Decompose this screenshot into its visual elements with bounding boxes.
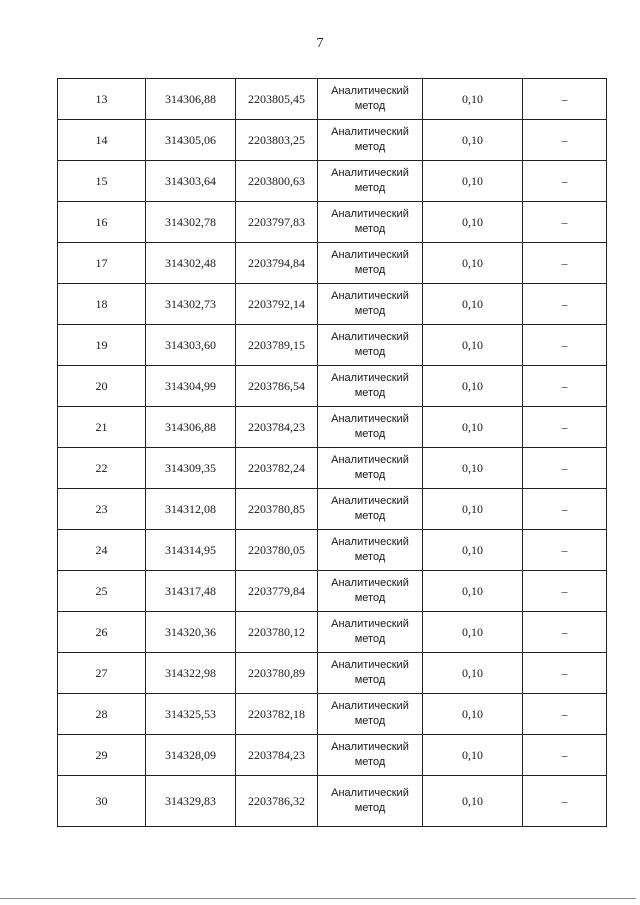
- method-cell: [318, 202, 423, 243]
- y-coordinate-cell: 2203784,23: [236, 735, 318, 776]
- note-cell: –: [523, 325, 607, 366]
- y-coordinate-cell: 2203782,18: [236, 694, 318, 735]
- method-line-2: метод: [354, 469, 386, 481]
- x-coordinate-cell: 314305,06: [146, 120, 236, 161]
- method-line-1: Аналитический: [331, 536, 409, 548]
- x-coordinate-cell: 314322,98: [146, 653, 236, 694]
- method-cell: [318, 489, 423, 530]
- x-coordinate-cell: 314325,53: [146, 694, 236, 735]
- page-number: 7: [316, 36, 324, 51]
- y-coordinate-cell: 2203797,83: [236, 202, 318, 243]
- x-coordinate-cell: 314302,73: [146, 284, 236, 325]
- note-cell: –: [523, 161, 607, 202]
- method-line-1: Аналитический: [331, 167, 409, 179]
- method-line-1: Аналитический: [331, 208, 409, 220]
- note-cell: –: [523, 653, 607, 694]
- method-line-2: метод: [354, 551, 386, 563]
- table-row: [58, 161, 607, 202]
- method-line-1: Аналитический: [331, 85, 409, 97]
- method-line-2: метод: [354, 141, 386, 153]
- note-cell: –: [523, 489, 607, 530]
- table-row: [58, 366, 607, 407]
- method-line-1: Аналитический: [331, 372, 409, 384]
- point-number-cell: 15: [58, 161, 146, 202]
- accuracy-cell: 0,10: [423, 489, 523, 530]
- method-line-1: Аналитический: [331, 331, 409, 343]
- point-number-cell: 16: [58, 202, 146, 243]
- coordinates-table: [57, 78, 607, 827]
- accuracy-cell: 0,10: [423, 79, 523, 120]
- y-coordinate-cell: 2203792,14: [236, 284, 318, 325]
- table-row: [58, 735, 607, 776]
- note-cell: –: [523, 366, 607, 407]
- method-cell: [318, 735, 423, 776]
- note-cell: –: [523, 612, 607, 653]
- note-cell: –: [523, 120, 607, 161]
- point-number-cell: 29: [58, 735, 146, 776]
- method-line-2: метод: [354, 428, 386, 440]
- y-coordinate-cell: 2203800,63: [236, 161, 318, 202]
- table-row: [58, 120, 607, 161]
- method-line-1: Аналитический: [331, 741, 409, 753]
- point-number-cell: 17: [58, 243, 146, 284]
- y-coordinate-cell: 2203780,85: [236, 489, 318, 530]
- note-cell: –: [523, 571, 607, 612]
- method-line-2: метод: [354, 802, 386, 814]
- note-cell: –: [523, 530, 607, 571]
- method-line-2: метод: [354, 346, 386, 358]
- table-row: [58, 776, 607, 827]
- method-line-1: Аналитический: [331, 495, 409, 507]
- x-coordinate-cell: 314306,88: [146, 407, 236, 448]
- accuracy-cell: 0,10: [423, 407, 523, 448]
- accuracy-cell: 0,10: [423, 284, 523, 325]
- x-coordinate-cell: 314328,09: [146, 735, 236, 776]
- note-cell: –: [523, 776, 607, 827]
- table-row: [58, 325, 607, 366]
- method-cell: [318, 653, 423, 694]
- method-cell: [318, 571, 423, 612]
- x-coordinate-cell: 314312,08: [146, 489, 236, 530]
- table-row: [58, 284, 607, 325]
- y-coordinate-cell: 2203805,45: [236, 79, 318, 120]
- method-line-2: метод: [354, 510, 386, 522]
- note-cell: –: [523, 407, 607, 448]
- method-line-1: Аналитический: [331, 413, 409, 425]
- accuracy-cell: 0,10: [423, 448, 523, 489]
- method-cell: [318, 448, 423, 489]
- accuracy-cell: 0,10: [423, 694, 523, 735]
- method-cell: [318, 325, 423, 366]
- accuracy-cell: 0,10: [423, 776, 523, 827]
- table-row: [58, 530, 607, 571]
- method-line-2: метод: [354, 182, 386, 194]
- y-coordinate-cell: 2203794,84: [236, 243, 318, 284]
- note-cell: –: [523, 284, 607, 325]
- method-cell: [318, 612, 423, 653]
- method-line-2: метод: [354, 264, 386, 276]
- point-number-cell: 24: [58, 530, 146, 571]
- y-coordinate-cell: 2203780,89: [236, 653, 318, 694]
- accuracy-cell: 0,10: [423, 571, 523, 612]
- method-line-1: Аналитический: [331, 700, 409, 712]
- method-line-2: метод: [354, 223, 386, 235]
- method-cell: [318, 407, 423, 448]
- accuracy-cell: 0,10: [423, 653, 523, 694]
- x-coordinate-cell: 314303,60: [146, 325, 236, 366]
- point-number-cell: 14: [58, 120, 146, 161]
- method-cell: [318, 120, 423, 161]
- method-cell: [318, 694, 423, 735]
- point-number-cell: 27: [58, 653, 146, 694]
- point-number-cell: 20: [58, 366, 146, 407]
- y-coordinate-cell: 2203786,54: [236, 366, 318, 407]
- method-cell: [318, 79, 423, 120]
- y-coordinate-cell: 2203782,24: [236, 448, 318, 489]
- note-cell: –: [523, 202, 607, 243]
- y-coordinate-cell: 2203803,25: [236, 120, 318, 161]
- y-coordinate-cell: 2203780,12: [236, 612, 318, 653]
- note-cell: –: [523, 735, 607, 776]
- y-coordinate-cell: 2203784,23: [236, 407, 318, 448]
- accuracy-cell: 0,10: [423, 530, 523, 571]
- x-coordinate-cell: 314314,95: [146, 530, 236, 571]
- x-coordinate-cell: 314302,48: [146, 243, 236, 284]
- method-line-2: метод: [354, 674, 386, 686]
- table-row: [58, 489, 607, 530]
- table-row: [58, 243, 607, 284]
- method-line-1: Аналитический: [331, 290, 409, 302]
- accuracy-cell: 0,10: [423, 735, 523, 776]
- accuracy-cell: 0,10: [423, 366, 523, 407]
- method-line-1: Аналитический: [331, 249, 409, 261]
- method-line-1: Аналитический: [331, 787, 409, 799]
- method-cell: [318, 366, 423, 407]
- point-number-cell: 25: [58, 571, 146, 612]
- point-number-cell: 21: [58, 407, 146, 448]
- method-line-2: метод: [354, 592, 386, 604]
- method-line-1: Аналитический: [331, 618, 409, 630]
- table-row: [58, 694, 607, 735]
- point-number-cell: 22: [58, 448, 146, 489]
- y-coordinate-cell: 2203789,15: [236, 325, 318, 366]
- method-line-2: метод: [354, 387, 386, 399]
- method-line-1: Аналитический: [331, 454, 409, 466]
- point-number-cell: 13: [58, 79, 146, 120]
- method-line-1: Аналитический: [331, 577, 409, 589]
- note-cell: –: [523, 448, 607, 489]
- method-line-2: метод: [354, 100, 386, 112]
- accuracy-cell: 0,10: [423, 161, 523, 202]
- method-line-1: Аналитический: [331, 659, 409, 671]
- note-cell: –: [523, 243, 607, 284]
- method-line-2: метод: [354, 305, 386, 317]
- method-line-2: метод: [354, 756, 386, 768]
- method-cell: [318, 161, 423, 202]
- accuracy-cell: 0,10: [423, 243, 523, 284]
- method-cell: [318, 530, 423, 571]
- table-row: [58, 202, 607, 243]
- method-line-1: Аналитический: [331, 126, 409, 138]
- note-cell: –: [523, 79, 607, 120]
- point-number-cell: 30: [58, 776, 146, 827]
- x-coordinate-cell: 314304,99: [146, 366, 236, 407]
- x-coordinate-cell: 314309,35: [146, 448, 236, 489]
- point-number-cell: 18: [58, 284, 146, 325]
- method-cell: [318, 243, 423, 284]
- x-coordinate-cell: 314306,88: [146, 79, 236, 120]
- point-number-cell: 26: [58, 612, 146, 653]
- y-coordinate-cell: 2203780,05: [236, 530, 318, 571]
- x-coordinate-cell: 314320,36: [146, 612, 236, 653]
- table-row: [58, 612, 607, 653]
- method-cell: [318, 776, 423, 827]
- x-coordinate-cell: 314329,83: [146, 776, 236, 827]
- table-row: [58, 407, 607, 448]
- x-coordinate-cell: 314302,78: [146, 202, 236, 243]
- table-row: [58, 79, 607, 120]
- accuracy-cell: 0,10: [423, 325, 523, 366]
- accuracy-cell: 0,10: [423, 120, 523, 161]
- y-coordinate-cell: 2203786,32: [236, 776, 318, 827]
- accuracy-cell: 0,10: [423, 612, 523, 653]
- method-line-2: метод: [354, 715, 386, 727]
- accuracy-cell: 0,10: [423, 202, 523, 243]
- x-coordinate-cell: 314317,48: [146, 571, 236, 612]
- note-cell: –: [523, 694, 607, 735]
- y-coordinate-cell: 2203779,84: [236, 571, 318, 612]
- table-row: [58, 571, 607, 612]
- method-cell: [318, 284, 423, 325]
- bottom-rule: [0, 898, 636, 899]
- method-line-2: метод: [354, 633, 386, 645]
- point-number-cell: 28: [58, 694, 146, 735]
- point-number-cell: 23: [58, 489, 146, 530]
- point-number-cell: 19: [58, 325, 146, 366]
- table-row: [58, 448, 607, 489]
- table-row: [58, 653, 607, 694]
- x-coordinate-cell: 314303,64: [146, 161, 236, 202]
